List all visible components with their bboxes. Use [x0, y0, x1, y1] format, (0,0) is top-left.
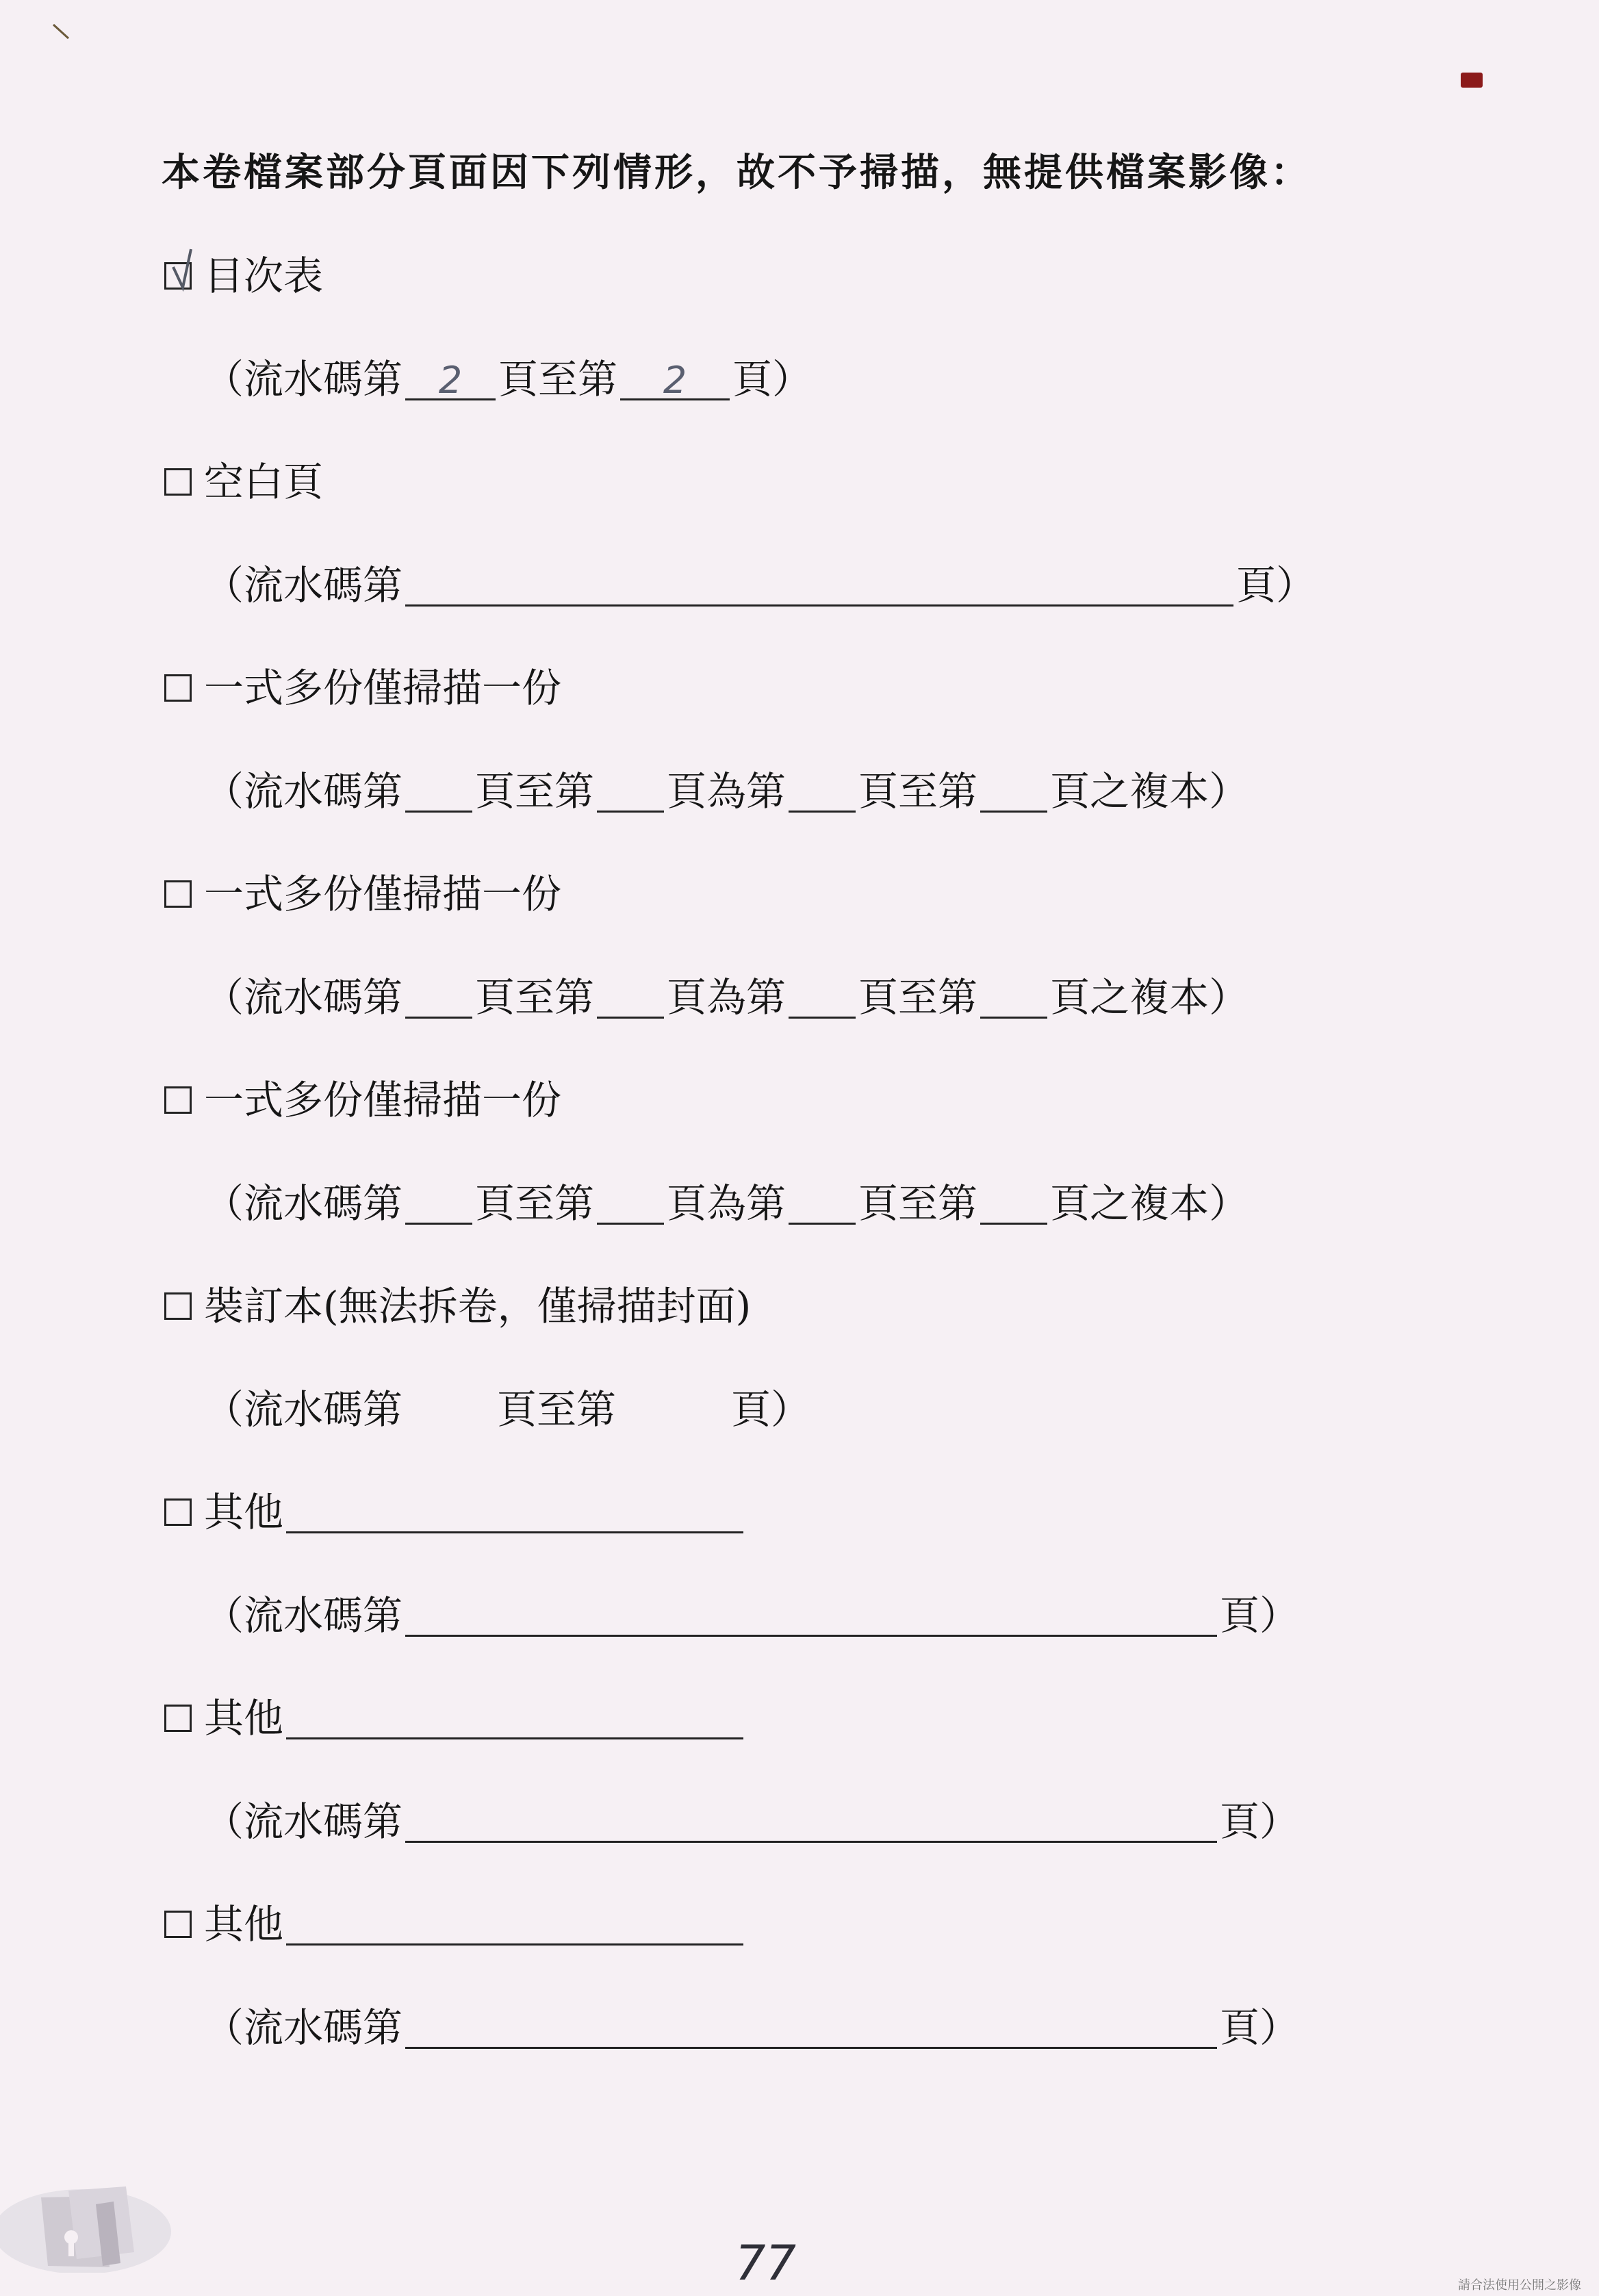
checkbox-other-3[interactable]: [164, 1911, 192, 1938]
item-duplicate-3-range: （流水碼第 頁至第 頁為第 頁至第 頁之複本）: [204, 1180, 1249, 1227]
handwritten-value: 2: [438, 358, 463, 402]
checkmark-icon: [170, 246, 206, 294]
checkbox-blank-page[interactable]: [164, 468, 192, 496]
item-label: 一式多份僅掃描一份: [204, 871, 562, 917]
checkbox-other-2[interactable]: [164, 1705, 192, 1732]
dup1-from-field[interactable]: [405, 771, 472, 813]
checkbox-duplicate-2[interactable]: [164, 880, 192, 908]
scan-mark: [52, 23, 73, 44]
dup1-to-field[interactable]: [597, 771, 664, 813]
bound-from-field[interactable]: [405, 1390, 494, 1429]
item-duplicate-3: [164, 1078, 561, 1122]
archive-logo-icon: [0, 2156, 178, 2273]
item-label: 裝訂本(無法拆卷，僅掃描封面): [204, 1283, 752, 1329]
dup2-orig-to-field[interactable]: [980, 977, 1047, 1019]
item-label: 其他: [204, 1901, 284, 1948]
other-1-field[interactable]: [286, 1492, 743, 1533]
handwritten-page-number: 77: [735, 2235, 797, 2291]
other-2-field[interactable]: [286, 1698, 743, 1739]
other-1-pages-field[interactable]: [405, 1595, 1217, 1637]
footer-note: 請合法使用公開之影像: [1458, 2278, 1581, 2293]
item-other-2-range: （流水碼第 頁）: [204, 1798, 1300, 1845]
item-duplicate-2-range: （流水碼第 頁至第 頁為第 頁至第 頁之複本）: [204, 974, 1249, 1021]
item-duplicate-2: [164, 872, 561, 916]
checkbox-duplicate-3[interactable]: [164, 1086, 192, 1114]
item-toc-range: （流水碼第 2 頁至第 2 頁）: [204, 356, 813, 403]
item-other-1-range: （流水碼第 頁）: [204, 1592, 1300, 1639]
handwritten-value: 2: [663, 358, 687, 402]
item-label: 目次表: [204, 253, 324, 299]
item-bound-volume: [164, 1284, 751, 1328]
item-label: 其他: [204, 1695, 284, 1742]
bound-to-field[interactable]: [619, 1390, 728, 1429]
page-title: 本卷檔案部分頁面因下列情形，故不予掃描，無提供檔案影像：: [162, 150, 1312, 195]
item-other-1: [164, 1490, 746, 1534]
dup1-orig-from-field[interactable]: [789, 771, 856, 813]
dup2-to-field[interactable]: [597, 977, 664, 1019]
red-ink-mark: [1461, 73, 1483, 88]
dup2-orig-from-field[interactable]: [789, 977, 856, 1019]
dup2-from-field[interactable]: [405, 977, 472, 1019]
dup3-orig-to-field[interactable]: [980, 1183, 1047, 1225]
item-label: 一式多份僅掃描一份: [204, 665, 562, 711]
toc-from-field[interactable]: [405, 359, 496, 400]
blank-page-field[interactable]: [405, 565, 1233, 607]
item-bound-volume-range: （流水碼第 頁至第 頁）: [204, 1386, 811, 1433]
item-other-3-range: （流水碼第 頁）: [204, 2004, 1300, 2051]
item-label: 一式多份僅掃描一份: [204, 1077, 562, 1123]
dup3-from-field[interactable]: [405, 1183, 472, 1225]
item-label: 其他: [204, 1489, 284, 1535]
dup3-to-field[interactable]: [597, 1183, 664, 1225]
item-duplicate-1-range: （流水碼第 頁至第 頁為第 頁至第 頁之複本）: [204, 768, 1249, 815]
item-toc: [164, 254, 323, 298]
checkbox-toc[interactable]: [164, 262, 192, 290]
item-duplicate-1: [164, 666, 561, 710]
item-blank-page-range: （流水碼第 頁）: [204, 562, 1316, 609]
item-other-3: [164, 1902, 746, 1946]
other-3-pages-field[interactable]: [405, 2007, 1217, 2049]
other-3-field[interactable]: [286, 1904, 743, 1946]
checkbox-bound-volume[interactable]: [164, 1292, 192, 1320]
other-2-pages-field[interactable]: [405, 1801, 1217, 1843]
toc-to-field[interactable]: [620, 359, 730, 400]
item-label: 空白頁: [204, 459, 324, 505]
checkbox-other-1[interactable]: [164, 1498, 192, 1526]
checkbox-duplicate-1[interactable]: [164, 674, 192, 702]
item-blank-page: [164, 460, 323, 504]
dup3-orig-from-field[interactable]: [789, 1183, 856, 1225]
dup1-orig-to-field[interactable]: [980, 771, 1047, 813]
item-other-2: [164, 1696, 746, 1740]
